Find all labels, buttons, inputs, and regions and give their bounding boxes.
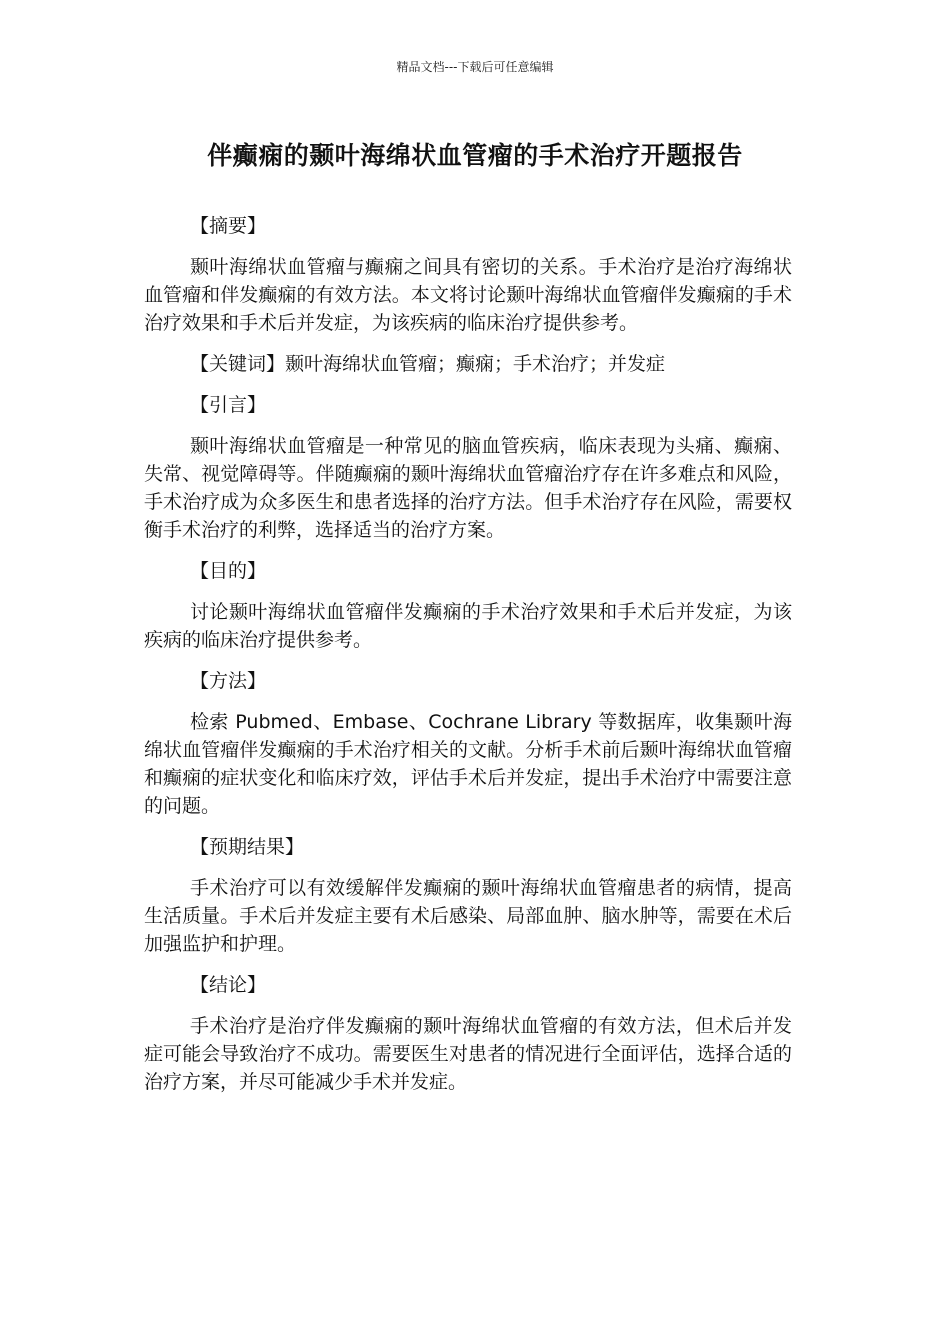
abstract-heading: 【摘要】 bbox=[190, 215, 267, 237]
expected-results-heading: 【预期结果】 bbox=[190, 836, 305, 858]
document-title: 伴癫痫的颞叶海绵状血管瘤的手术治疗开题报告 bbox=[207, 141, 743, 170]
method-heading: 【方法】 bbox=[190, 670, 267, 692]
conclusion-paragraph: 手术治疗是治疗伴发癫痫的颞叶海绵状血管瘤的有效方法，但术后并发症可能会导致治疗不成功。需要医生对患者的情况进行全面评估，选择合适的治疗方案，并尽可能减少手术并发症。 bbox=[144, 1015, 792, 1093]
document-body bbox=[144, 212, 792, 1109]
method-paragraph: 检索 Pubmed、Embase、Cochrane Library 等数据库，收集颞叶海绵状血管瘤伴发癫痫的手术治疗相关的文献。分析手术前后颞叶海绵状血管瘤和癫痫的症状变化和临床疗效，评估手术后并发症，提出手术治疗中需要注意的问题。 bbox=[144, 711, 792, 817]
abstract-paragraph: 颞叶海绵状血管瘤与癫痫之间具有密切的关系。手术治疗是治疗海绵状血管瘤和伴发癫痫的有效方法。本文将讨论颞叶海绵状血管瘤伴发癫痫的手术治疗效果和手术后并发症，为该疾病的临床治疗提供参考。 bbox=[144, 256, 792, 334]
keywords-line: 【关键词】颞叶海绵状血管瘤；癫痫；手术治疗；并发症 bbox=[190, 353, 666, 375]
aim-paragraph: 讨论颞叶海绵状血管瘤伴发癫痫的手术治疗效果和手术后并发症，为该疾病的临床治疗提供参考。 bbox=[144, 601, 792, 651]
header-note: 精品文档---下载后可任意编辑 bbox=[396, 60, 554, 74]
conclusion-heading: 【结论】 bbox=[190, 974, 267, 996]
intro-heading: 【引言】 bbox=[190, 394, 267, 416]
intro-paragraph: 颞叶海绵状血管瘤是一种常见的脑血管疾病，临床表现为头痛、癫痫、失常、视觉障碍等。伴随癫痫的颞叶海绵状血管瘤治疗存在许多难点和风险，手术治疗成为众多医生和患者选择的治疗方法。但手术治疗存在风险，需要权衡手术治疗的利弊，选择适当的治疗方案。 bbox=[144, 435, 792, 541]
aim-heading: 【目的】 bbox=[190, 560, 267, 582]
expected-results-paragraph: 手术治疗可以有效缓解伴发癫痫的颞叶海绵状血管瘤患者的病情，提高生活质量。手术后并发症主要有术后感染、局部血肿、脑水肿等，需要在术后加强监护和护理。 bbox=[144, 877, 792, 955]
